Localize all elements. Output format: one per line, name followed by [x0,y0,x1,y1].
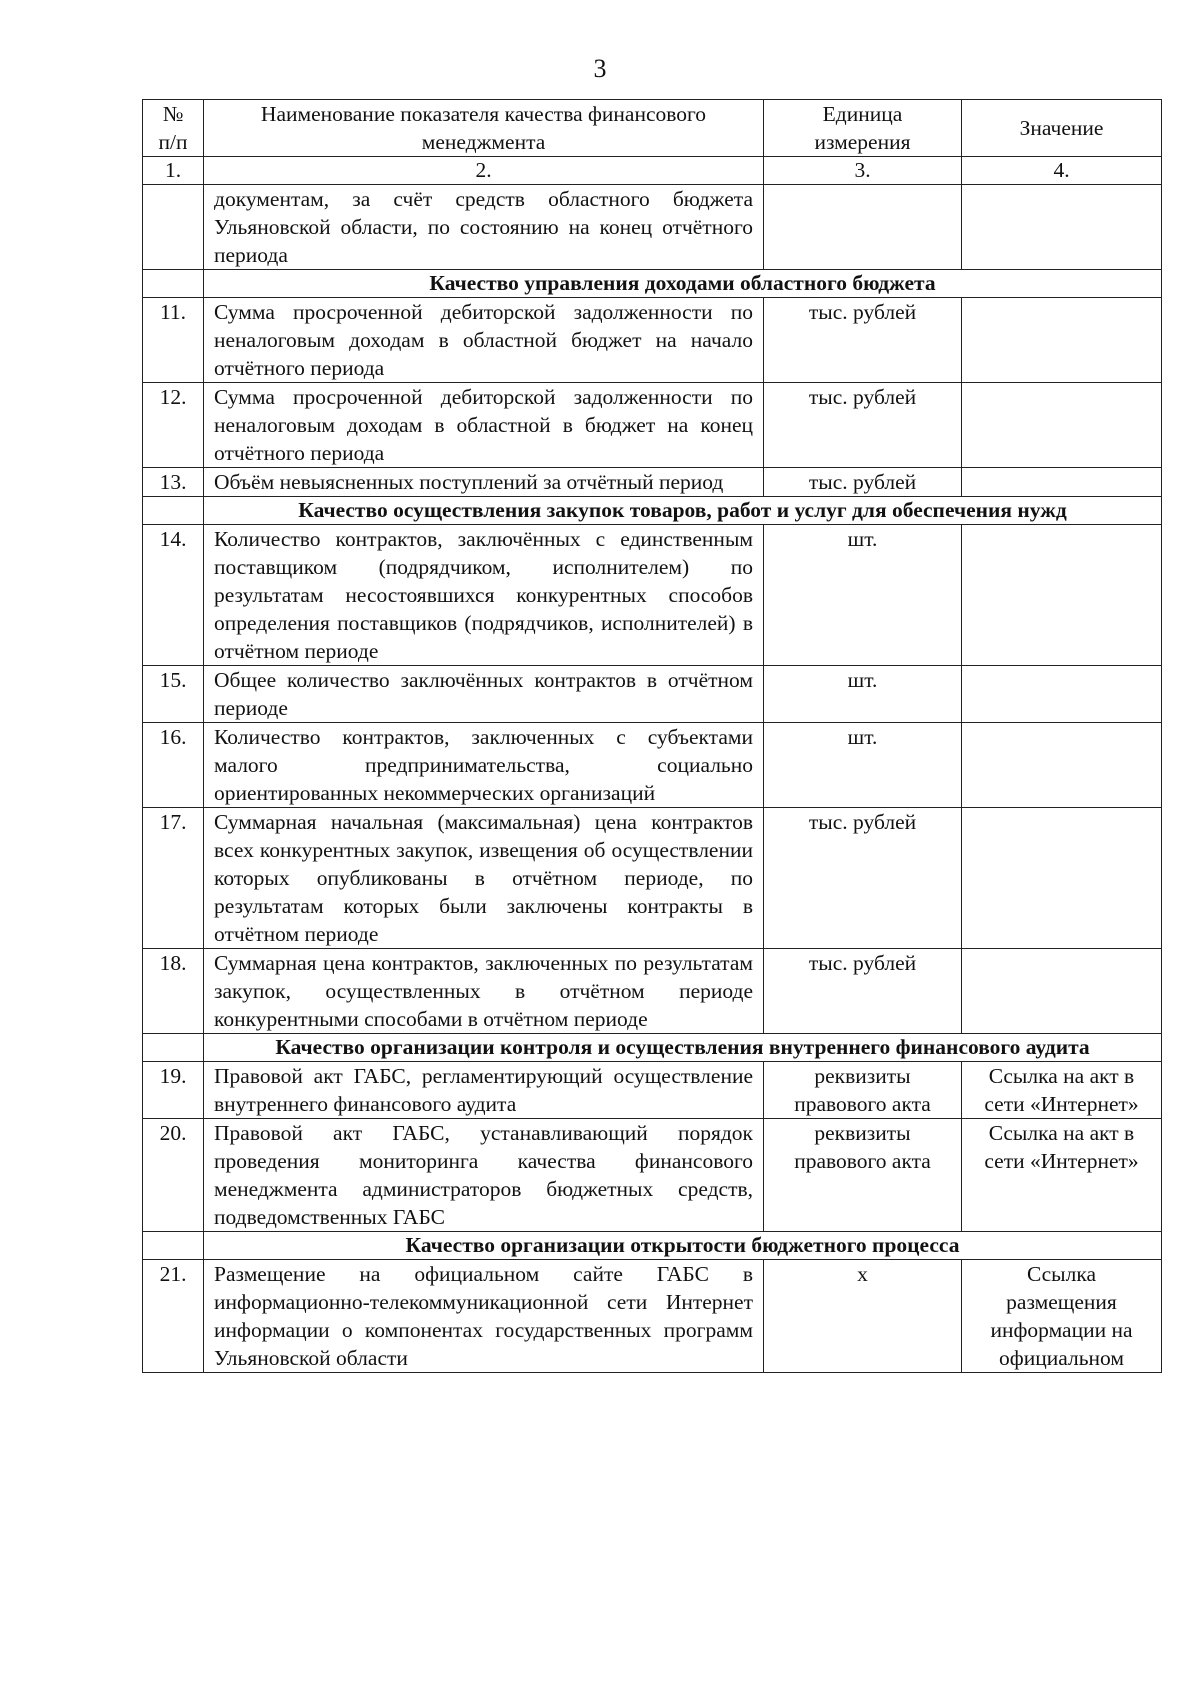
row-num: 12. [143,383,204,468]
section-row [143,1232,1162,1260]
header-unit: Единица измерения [764,100,962,157]
row-name: Количество контрактов, заключённых с единственным поставщиком (подрядчиком, исполнителем) по результатам несостоявшихся конкурентных способов определения поставщиков (подрядчиков, исполнителей) в отчётном периоде [204,525,764,666]
continuation-text: документам, за счёт средств областного бюджета Ульяновской области, по состоянию на конец отчётного периода [204,185,764,270]
table-header-row [143,100,1162,157]
row-name: Количество контрактов, заключенных с субъектами малого предпринимательства, социально ориентированных некоммерческих организаций [204,723,764,808]
row-num: 13. [143,468,204,497]
row-unit: шт. [764,666,962,723]
row-unit: реквизиты правового акта [764,1119,962,1232]
table-row [143,298,1162,383]
table-row [143,525,1162,666]
row-num: 14. [143,525,204,666]
indicators-table [142,99,1162,1373]
continuation-row [143,185,1162,270]
table-row [143,808,1162,949]
row-value [962,468,1162,497]
row-unit: тыс. рублей [764,383,962,468]
row-value [962,525,1162,666]
section-title: Качество осуществления закупок товаров, работ и услуг для обеспечения нужд [204,497,1162,525]
table-row [143,723,1162,808]
row-name: Размещение на официальном сайте ГАБС в информационно-телекоммуникационной сети Интернет информации о компонентах государственных программ Ульяновской области [204,1260,764,1373]
row-value [962,723,1162,808]
table-row [143,1119,1162,1232]
row-num: 17. [143,808,204,949]
header-name: Наименование показателя качества финансового менеджмента [204,100,764,157]
row-name: Объём невыясненных поступлений за отчётный период [204,468,764,497]
column-number: 1. [143,157,204,185]
row-name: Сумма просроченной дебиторской задолженности по неналоговым доходам в областной в бюджет на конец отчётного периода [204,383,764,468]
row-num [143,185,204,270]
row-name: Общее количество заключённых контрактов в отчётном периоде [204,666,764,723]
section-title: Качество организации контроля и осуществления внутреннего финансового аудита [204,1034,1162,1062]
table-row [143,949,1162,1034]
row-unit: тыс. рублей [764,949,962,1034]
row-name: Сумма просроченной дебиторской задолженности по неналоговым доходам в областной бюджет на начало отчётного периода [204,298,764,383]
row-value [962,949,1162,1034]
table-row [143,1260,1162,1373]
row-unit: тыс. рублей [764,468,962,497]
row-num: 15. [143,666,204,723]
header-num: № п/п [143,100,204,157]
row-value: Ссылка на акт в сети «Интернет» [962,1119,1162,1232]
row-name: Суммарная цена контрактов, заключенных по результатам закупок, осуществленных в отчётном периоде конкурентными способами в отчётном периоде [204,949,764,1034]
header-value: Значение [962,100,1162,157]
row-value: Ссылка размещения информации на официальном [962,1260,1162,1373]
section-row [143,270,1162,298]
column-number: 3. [764,157,962,185]
row-num: 18. [143,949,204,1034]
row-num: 19. [143,1062,204,1119]
section-row [143,1034,1162,1062]
row-value [962,185,1162,270]
row-value [962,383,1162,468]
row-name: Правовой акт ГАБС, устанавливающий порядок проведения мониторинга качества финансового менеджмента администраторов бюджетных средств, подведомственных ГАБС [204,1119,764,1232]
row-name: Правовой акт ГАБС, регламентирующий осуществление внутреннего финансового аудита [204,1062,764,1119]
row-value [962,666,1162,723]
column-number: 2. [204,157,764,185]
row-name: Суммарная начальная (максимальная) цена контрактов всех конкурентных закупок, извещения об осуществлении которых опубликованы в отчётном периоде, по результатам которых были заключены контракты в отчётном периоде [204,808,764,949]
page-number: 3 [593,54,607,83]
section-title: Качество управления доходами областного бюджета [204,270,1162,298]
column-number: 4. [962,157,1162,185]
row-unit: реквизиты правового акта [764,1062,962,1119]
row-value [962,298,1162,383]
table-row [143,666,1162,723]
row-unit: шт. [764,525,962,666]
row-unit: тыс. рублей [764,808,962,949]
row-unit: шт. [764,723,962,808]
row-num: 21. [143,1260,204,1373]
row-unit [764,185,962,270]
row-value [962,808,1162,949]
row-unit: тыс. рублей [764,298,962,383]
section-title: Качество организации открытости бюджетного процесса [204,1232,1162,1260]
row-unit: х [764,1260,962,1373]
table-row [143,383,1162,468]
table-row [143,1062,1162,1119]
row-num: 16. [143,723,204,808]
row-num: 20. [143,1119,204,1232]
table-row [143,468,1162,497]
section-row [143,497,1162,525]
row-num: 11. [143,298,204,383]
row-value: Ссылка на акт в сети «Интернет» [962,1062,1162,1119]
column-numbers-row [143,157,1162,185]
